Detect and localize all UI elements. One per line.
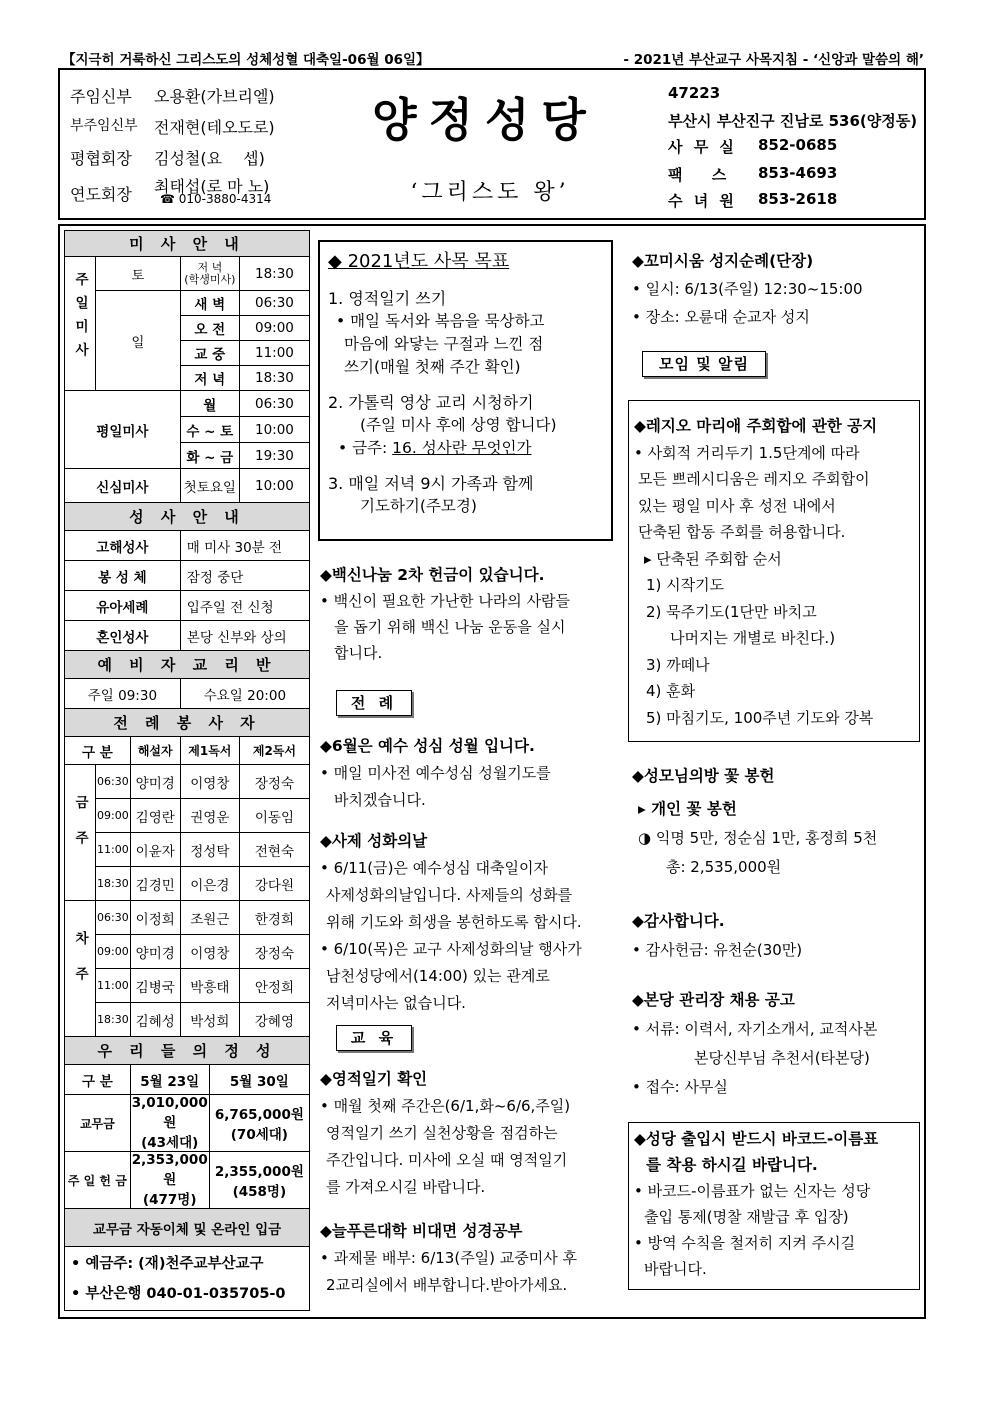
bible-study-text: • 과제물 배부: 6/13(주일) 교중미사 후 — [320, 1249, 578, 1267]
diary-text: 를 가져오시길 바랍니다. — [326, 1178, 486, 1196]
fax-number: 팩 스 853-4693 — [668, 164, 838, 184]
hiring-text: • 서류: 이력서, 자기소개서, 교적사본 — [632, 1020, 878, 1038]
barcode-notice — [634, 1126, 918, 1282]
parish-subtitle: ‘그리스도 왕’ — [410, 180, 570, 205]
communion-value: 잠정 중단 — [180, 561, 309, 591]
server-reader2: 장정숙 — [239, 935, 309, 969]
confession-label: 고해성사 — [65, 531, 181, 561]
sun-evening-time: 18:30 — [239, 366, 309, 391]
offering-header: 우 리 들 의 정 성 — [65, 1037, 310, 1065]
parish-name: 양정성당 — [372, 93, 598, 147]
hiring-title: ◆본당 관리장 채용 공고 — [632, 991, 795, 1009]
sun-main-time: 11:00 — [239, 341, 309, 366]
devotion-mass-day: 첫토요일 — [180, 469, 239, 503]
server-commentator: 양미경 — [130, 765, 180, 799]
sacrament-header: 성 사 안 내 — [65, 503, 310, 531]
weekday-tuefri-label: 화 ~ 금 — [180, 443, 239, 469]
sun-evening-label: 저 녁 — [180, 366, 239, 391]
flower-total: 총: 2,535,000원 — [666, 858, 782, 876]
pilgrimage-text: • 장소: 오륜대 순교자 성지 — [632, 308, 810, 326]
goals-title: ◆ 2021년도 사목 목표 — [328, 251, 510, 272]
diocese-motto: - 2021년 부산교구 사목지침 - ‘신앙과 말씀의 해’ — [623, 52, 924, 68]
server-time: 18:30 — [96, 1003, 131, 1037]
weekday-wedsat-label: 수 ~ 토 — [180, 417, 239, 443]
bible-study-text: 2교리실에서 배부합니다.받아가세요. — [326, 1276, 568, 1294]
collection-date2: 2,355,000원 (458명) — [209, 1152, 309, 1209]
goal-2-desc: (주일 미사 후에 상영 합니다) — [360, 416, 557, 434]
collection-date1: 2,353,000원 (477명) — [131, 1152, 208, 1208]
barcode-text: 바랍니다. — [644, 1260, 707, 1278]
priest-day-text: • 6/11(금)은 예수성심 대축일이자 — [320, 859, 548, 877]
offering-col-division: 구 분 — [65, 1065, 131, 1095]
bible-study-notice — [320, 1218, 620, 1299]
server-reader2: 장정숙 — [239, 765, 309, 799]
pastoral-goals — [328, 250, 608, 518]
goal-2-video: • 금주: 16. 성사란 무엇인가 — [338, 439, 532, 457]
offering-col-date1: 5월 23일 — [130, 1065, 209, 1095]
priest-day-text: 위해 기도와 희생을 봉헌하도록 합시다. — [326, 913, 582, 931]
mass-header: 미 사 안 내 — [65, 231, 310, 257]
server-reader2: 강혜영 — [239, 1003, 309, 1037]
hiring-notice — [632, 986, 922, 1102]
legio-text: 나머지는 개별로 바친다.) — [670, 629, 836, 647]
goal-1-desc: 쓰기(매월 첫째 주간 확인) — [344, 358, 521, 376]
priest-day-notice — [320, 828, 620, 1017]
zip-code: 47223 — [668, 84, 721, 102]
dues-date2: 6,765,000원 (70세대) — [209, 1095, 309, 1152]
legio-text: • 사회적 거리두기 1.5단계에 따라 — [634, 443, 860, 462]
staff-assistant: 부주임신부 전재현(테오도로) — [70, 118, 275, 137]
staff-prayer: 연도회장 최태섭(로 마 노) — [70, 177, 270, 204]
server-reader2: 전현숙 — [239, 833, 309, 867]
legio-text: 있는 평일 미사 후 성전 내에서 — [638, 496, 836, 515]
server-reader1: 권영운 — [180, 799, 239, 833]
goal-2: 2. 가톨릭 영상 교리 시청하기 — [328, 393, 534, 412]
thanks-text: • 감사헌금: 유천순(30만) — [632, 941, 803, 959]
server-reader1: 이은경 — [180, 867, 239, 901]
server-time: 11:00 — [96, 969, 131, 1003]
server-time: 09:00 — [96, 935, 131, 969]
legio-text: 5) 마침기도, 100주년 기도와 강복 — [646, 708, 874, 727]
pilgrimage-notice — [632, 247, 922, 331]
server-reader2: 강다원 — [239, 867, 309, 901]
server-time: 06:30 — [96, 901, 131, 935]
sacred-heart-text: • 매일 미사전 예수성심 성월기도를 — [320, 764, 551, 782]
flower-subtitle: ▸ 개인 꽃 봉헌 — [638, 800, 737, 818]
staff-council: 평협회장 김성철(요 셉) — [70, 149, 265, 168]
address: 부산시 부산진구 진남로 536(양정동) — [668, 112, 918, 130]
diary-notice — [320, 1066, 620, 1201]
thanks-title: ◆감사합니다. — [632, 912, 725, 930]
server-commentator: 김병국 — [130, 969, 180, 1003]
auto-transfer-header: 교무금 자동이체 및 온라인 입금 — [65, 1209, 310, 1247]
weekday-mon-time: 06:30 — [239, 391, 309, 417]
server-time: 18:30 — [96, 867, 131, 901]
vaccine-notice — [320, 562, 620, 666]
saturday-evening: 저 녁 (학생미사) — [180, 257, 239, 291]
server-commentator: 김영란 — [130, 799, 180, 833]
legio-text: ▸ 단축된 주회합 순서 — [644, 549, 782, 568]
weekday-mon-label: 월 — [180, 391, 239, 417]
goal-1: 1. 영적일기 쓰기 — [328, 289, 447, 308]
education-section-tag: 교 육 — [336, 1025, 412, 1051]
goal-1-desc: 마음에 와닿는 구절과 느낀 점 — [344, 335, 544, 353]
flower-title: ◆성모님의방 꽃 봉헌 — [632, 767, 775, 785]
thanks-notice — [632, 907, 922, 965]
server-reader1: 정성탁 — [180, 833, 239, 867]
marriage-value: 본당 신부와 상의 — [180, 621, 309, 651]
priest-day-text: 저녁미사는 없습니다. — [326, 994, 466, 1012]
devotion-mass-label: 신심미사 — [65, 469, 181, 503]
servers-header: 전 례 봉 사 자 — [65, 709, 310, 737]
diary-text: • 매월 첫째 주간은(6/1,화~6/6,주일) — [320, 1097, 571, 1115]
flower-notice — [632, 762, 922, 882]
staff-pastor: 주임신부 오용환(가브리엘) — [70, 87, 275, 106]
barcode-title: 를 착용 하시길 바랍니다. — [646, 1156, 818, 1174]
legio-text: 2) 묵주기도(1단만 바치고 — [646, 602, 817, 621]
sunday-mass-label: 주일미사 — [65, 257, 96, 391]
goal-1-desc: • 매일 독서와 복음을 묵상하고 — [336, 312, 545, 330]
collection-label: 주 일 헌 금 — [65, 1152, 131, 1209]
server-reader1: 이영창 — [180, 765, 239, 799]
server-reader1: 박성희 — [180, 1003, 239, 1037]
sun-dawn-label: 새 벽 — [180, 291, 239, 316]
servers-col-commentator: 해설자 — [130, 737, 180, 765]
bulletin-header — [58, 68, 926, 220]
server-commentator: 김경민 — [130, 867, 180, 901]
legio-text: 1) 시작기도 — [646, 576, 725, 594]
feast-title: 【지극히 거룩하신 그리스도의 성체성혈 대축일-06월 06일】 — [62, 52, 430, 68]
sunday-label: 일 — [96, 291, 181, 391]
vaccine-title: ◆백신나눔 2차 헌금이 있습니다. — [320, 566, 545, 584]
legio-text: 3) 까떼나 — [646, 655, 710, 674]
diary-title: ◆영적일기 확인 — [320, 1070, 428, 1088]
hiring-text: • 접수: 사무실 — [632, 1078, 728, 1096]
sun-morning-time: 09:00 — [239, 316, 309, 341]
server-commentator: 양미경 — [130, 935, 180, 969]
sacred-heart-notice — [320, 733, 620, 814]
saturday-label: 토 — [96, 257, 181, 291]
weekday-tuefri-time: 19:30 — [239, 443, 309, 469]
legio-notice — [634, 413, 918, 731]
vaccine-text: • 백신이 필요한 가난한 나라의 사람들 — [320, 592, 571, 610]
barcode-title: ◆성당 출입시 받드시 바코드-이름표 — [634, 1130, 879, 1148]
sun-dawn-time: 06:30 — [239, 291, 309, 316]
weekday-mass-label: 평일미사 — [65, 391, 181, 469]
pilgrimage-text: • 일시: 6/13(주일) 12:30~15:00 — [632, 280, 863, 298]
sun-morning-label: 오 전 — [180, 316, 239, 341]
notice-section-tag: 모임 및 알림 — [642, 351, 766, 377]
schedule-table — [64, 230, 310, 1311]
sacred-heart-title: ◆6월은 예수 성심 성월 입니다. — [320, 737, 535, 755]
legio-text: 4) 훈화 — [646, 682, 696, 700]
server-reader1: 조원근 — [180, 901, 239, 935]
hiring-text: 본당신부님 추천서(타본당) — [694, 1049, 870, 1067]
barcode-text: 출입 통제(명찰 재발급 후 입장) — [644, 1208, 849, 1226]
account-holder: • 예금주: (재)천주교부산교구 — [71, 1255, 264, 1272]
confession-value: 매 미사 30분 전 — [180, 531, 309, 561]
devotion-mass-time: 10:00 — [239, 469, 309, 503]
priest-day-text: 사제성화의날입니다. 사제들의 성화를 — [326, 886, 573, 904]
barcode-text: • 방역 수칙을 철저히 지켜 주시길 — [634, 1234, 856, 1252]
servers-col-reading2: 제2독서 — [239, 737, 309, 765]
sun-main-label: 교 중 — [180, 341, 239, 366]
sacred-heart-text: 바치겠습니다. — [334, 791, 426, 809]
priest-day-title: ◆사제 성화의날 — [320, 832, 428, 850]
server-commentator: 이정희 — [130, 901, 180, 935]
barcode-text: • 바코드-이름표가 없는 신자는 성당 — [634, 1182, 871, 1200]
server-reader2: 이동임 — [239, 799, 309, 833]
catechumen-wednesday: 수요일 20:00 — [180, 679, 309, 709]
goal-3-desc: 기도하기(주모경) — [360, 497, 477, 515]
server-reader2: 안정희 — [239, 969, 309, 1003]
server-commentator: 이윤자 — [130, 833, 180, 867]
communion-label: 봉 성 체 — [65, 561, 181, 591]
vaccine-text: 합니다. — [334, 644, 383, 662]
account-number: • 부산은행 040-01-035705-0 — [71, 1285, 286, 1302]
this-week-label: 금주 — [65, 765, 96, 901]
marriage-label: 혼인성사 — [65, 621, 181, 651]
flower-donors: ◑ 익명 5만, 정순심 1만, 홍정희 5천 — [638, 829, 878, 847]
baptism-value: 입주일 전 신청 — [180, 591, 309, 621]
servers-col-division: 구 분 — [65, 737, 131, 765]
office-phone: 사 무 실 852-0685 — [668, 136, 838, 156]
account-info — [65, 1247, 310, 1311]
server-reader2: 한경희 — [239, 901, 309, 935]
top-banner — [62, 48, 924, 68]
dues-label: 교무금 — [65, 1095, 131, 1152]
dues-date1: 3,010,000원 (43세대) — [131, 1095, 208, 1151]
bible-study-title: ◆늘푸른대학 비대면 성경공부 — [320, 1222, 523, 1240]
diary-text: 영적일기 쓰기 실천상황을 점검하는 — [326, 1124, 558, 1142]
legio-text: 모든 쁘레시디움은 레지오 주회합이 — [638, 470, 870, 488]
convent-phone: 수 녀 원 853-2618 — [668, 190, 838, 210]
vaccine-text: 을 돕기 위해 백신 나눔 운동을 실시 — [334, 618, 566, 636]
diary-text: 주간입니다. 미사에 오실 때 영적일기 — [326, 1151, 568, 1169]
server-time: 11:00 — [96, 833, 131, 867]
catechumen-header: 예 비 자 교 리 반 — [65, 651, 310, 679]
saturday-time: 18:30 — [239, 257, 309, 291]
server-time: 09:00 — [96, 799, 131, 833]
staff-phone: ☎ 010-3880-4314 — [160, 192, 272, 206]
weekday-wedsat-time: 10:00 — [239, 417, 309, 443]
server-commentator: 김혜성 — [130, 1003, 180, 1037]
next-week-label: 차주 — [65, 901, 96, 1037]
server-time: 06:30 — [96, 765, 131, 799]
goal-3: 3. 매일 저녁 9시 가족과 함께 — [328, 474, 534, 493]
legio-title: ◆레지오 마리애 주회합에 관한 공지 — [634, 417, 878, 435]
server-reader1: 이영창 — [180, 935, 239, 969]
servers-col-reading1: 제1독서 — [180, 737, 239, 765]
legio-text: 단축된 합동 주회를 허용합니다. — [638, 523, 846, 541]
liturgy-section-tag: 전 례 — [336, 690, 412, 716]
baptism-label: 유아세례 — [65, 591, 181, 621]
catechumen-sunday: 주일 09:30 — [65, 679, 181, 709]
pilgrimage-title: ◆꼬미시움 성지순례(단장) — [632, 252, 814, 270]
server-reader1: 박흥태 — [180, 969, 239, 1003]
priest-day-text: • 6/10(목)은 교구 사제성화의날 행사가 — [320, 940, 582, 958]
offering-col-date2: 5월 30일 — [209, 1065, 309, 1095]
priest-day-text: 남천성당에서(14:00) 있는 관계로 — [326, 967, 550, 985]
